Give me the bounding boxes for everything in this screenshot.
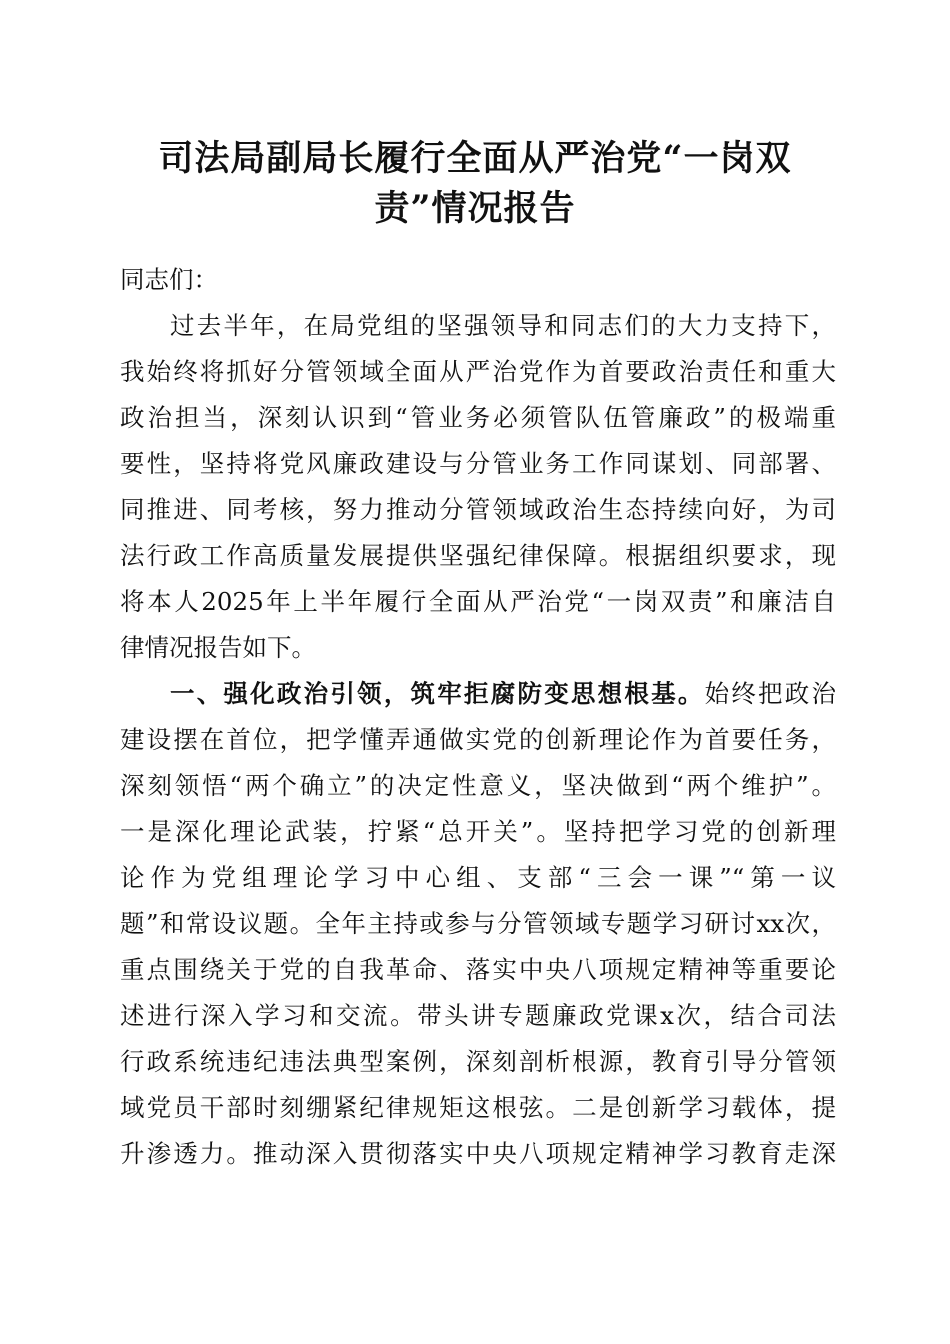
section-1-line: 行政系统违纪违法典型案例，深刻剖析根源，教育引导分管领 [120,1047,836,1076]
section-1-line: 述进行深入学习和交流。带头讲专题廉政党课x次，结合司法 [120,1001,836,1030]
document-title [120,134,830,234]
title-line-2: 责”情况报告 [374,188,576,229]
section-1-line: 论作为党组理论学习中心组、支部“三会一课”“第一议 [120,863,836,892]
section-1-line: 重点围绕关于党的自我革命、落实中央八项规定精神等重要论 [120,955,836,984]
paragraph-1-line: 政治担当，深刻认识到“管业务必须管队伍管廉政”的极端重 [120,403,836,432]
paragraph-1-line: 要性，坚持将党风廉政建设与分管业务工作同谋划、同部署、 [120,449,836,478]
section-1-line: 建设摆在首位，把学懂弄通做实党的创新理论作为首要任务， [120,725,836,754]
section-1-line: 升渗透力。推动深入贯彻落实中央八项规定精神学习教育走深 [120,1139,836,1168]
paragraph-1-line: 我始终将抓好分管领域全面从严治党作为首要政治责任和重大 [120,357,836,386]
paragraph-1-line: 同推进、同考核，努力推动分管领域政治生态持续向好，为司 [120,495,836,524]
paragraph-1-line: 将本人2025年上半年履行全面从严治党“一岗双责”和廉洁自 [120,587,836,616]
paragraph-1-line: 法行政工作高质量发展提供坚强纪律保障。根据组织要求，现 [120,541,836,570]
section-1-line: 域党员干部时刻绷紧纪律规矩这根弦。二是创新学习载体，提 [120,1093,836,1122]
paragraph-1-line: 律情况报告如下。 [120,633,316,662]
title-line-1: 司法局副局长履行全面从严治党“一岗双 [158,138,792,179]
section-1-first-line-rest: 始终把政治 [704,679,837,708]
salutation: 同志们： [120,265,218,294]
section-1-line: 一是深化理论武装，拧紧“总开关”。坚持把学习党的创新理 [120,817,836,846]
section-1-heading: 一、强化政治引领，筑牢拒腐防变思想根基。 [170,679,705,708]
section-1-first-line [120,671,836,717]
section-1-line: 深刻领悟“两个确立”的决定性意义，坚决做到“两个维护”。 [120,771,836,800]
section-1-line: 题”和常设议题。全年主持或参与分管领域专题学习研讨xx次， [120,909,836,938]
paragraph-1-line: 过去半年，在局党组的坚强领导和同志们的大力支持下， [170,311,836,340]
document-body [120,257,836,1177]
